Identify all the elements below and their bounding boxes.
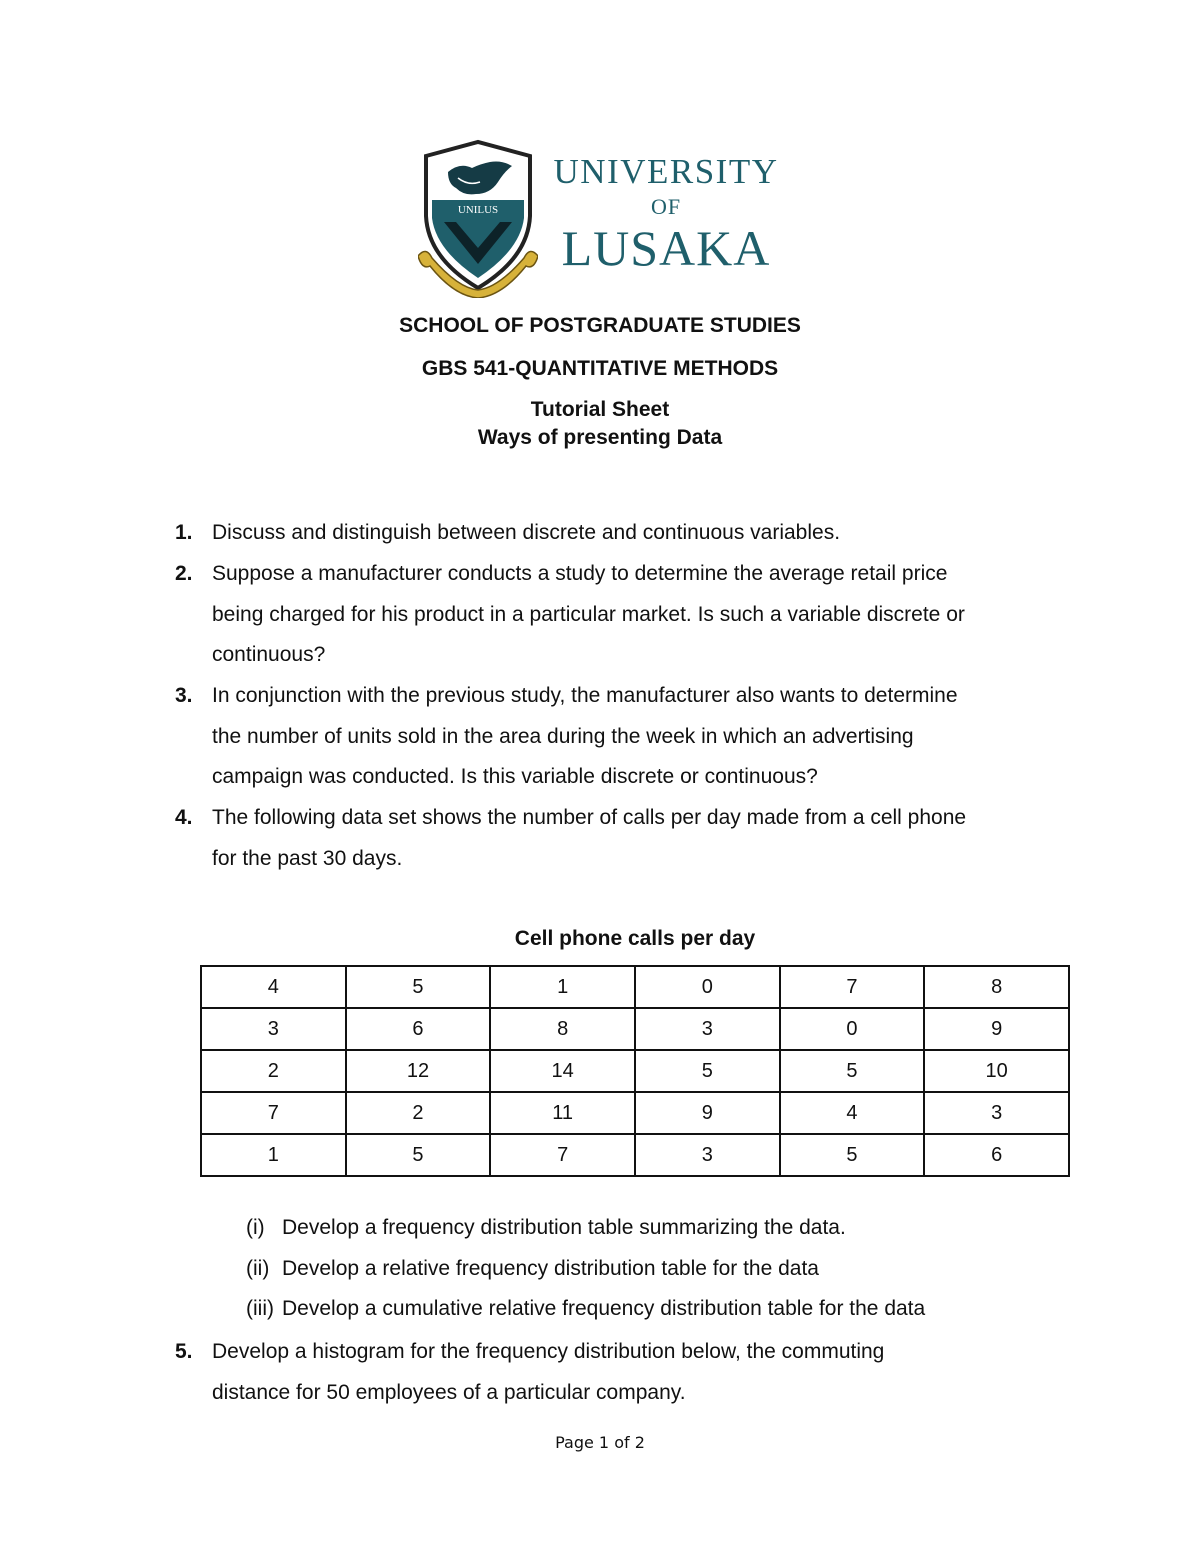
question-line: continuous?	[212, 643, 326, 666]
table-row	[201, 1050, 1069, 1092]
table-cell: 2	[346, 1092, 491, 1134]
table-cell: 9	[635, 1092, 780, 1134]
calls-table	[200, 965, 1070, 1177]
page-footer: Page 1 of 2	[555, 1433, 645, 1452]
university-wordmark	[544, 152, 788, 276]
table-cell: 2	[201, 1050, 346, 1092]
table-cell: 6	[346, 1008, 491, 1050]
question-1	[175, 513, 1075, 554]
table-title: Cell phone calls per day	[514, 927, 756, 950]
question-line: Suppose a manufacturer conducts a study to determine the average retail price	[212, 562, 948, 585]
table-cell: 1	[490, 966, 635, 1008]
question-line: the number of units sold in the area during the week in which an advertising	[212, 724, 914, 748]
question-2	[175, 554, 1075, 676]
table-row	[201, 1092, 1069, 1134]
subquestion-text: Develop a frequency distribution table summarizing the data.	[282, 1216, 846, 1239]
question-3	[175, 676, 1075, 798]
course-heading: GBS 541-QUANTITATIVE METHODS	[421, 357, 779, 380]
table-cell: 0	[635, 966, 780, 1008]
table-cell: 5	[346, 966, 491, 1008]
shield-crest-icon	[418, 138, 538, 298]
question-line: In conjunction with the previous study, the manufacturer also wants to determine	[212, 684, 958, 707]
table-row	[201, 1008, 1069, 1050]
question-number: 2.	[175, 562, 193, 585]
table-cell: 5	[780, 1050, 925, 1092]
subquestion-numeral: (i)	[246, 1216, 265, 1239]
question-number: 3.	[175, 684, 193, 707]
table-cell: 3	[635, 1134, 780, 1176]
question-line: campaign was conducted. Is this variable discrete or continuous?	[212, 765, 818, 788]
table-cell: 3	[924, 1092, 1069, 1134]
question-number: 5.	[175, 1340, 193, 1363]
table-cell: 12	[346, 1050, 491, 1092]
table-cell: 5	[346, 1134, 491, 1176]
topic-heading: Ways of presenting Data	[477, 426, 723, 449]
school-heading: SCHOOL OF POSTGRADUATE STUDIES	[399, 314, 801, 337]
table-cell: 8	[490, 1008, 635, 1050]
subquestion-i	[246, 1216, 846, 1240]
question-line: distance for 50 employees of a particular company.	[212, 1380, 686, 1404]
subquestion-numeral: (ii)	[246, 1257, 270, 1280]
table-cell: 14	[490, 1050, 635, 1092]
question-4	[175, 798, 1075, 879]
question-line: for the past 30 days.	[212, 846, 403, 870]
question-number: 4.	[175, 806, 193, 829]
question-line: The following data set shows the number of calls per day made from a cell phone	[212, 806, 967, 829]
table-cell: 0	[780, 1008, 925, 1050]
table-cell: 7	[490, 1134, 635, 1176]
table-cell: 5	[780, 1134, 925, 1176]
subquestion-iii	[246, 1297, 925, 1321]
question-line: being charged for his product in a particular market. Is such a variable discrete or	[212, 602, 965, 626]
table-cell: 10	[924, 1050, 1069, 1092]
wordmark-line-of: OF	[650, 194, 682, 219]
table-cell: 7	[780, 966, 925, 1008]
subquestion-text: Develop a cumulative relative frequency distribution table for the data	[282, 1297, 926, 1320]
subquestion-numeral: (iii)	[246, 1297, 274, 1320]
table-cell: 4	[780, 1092, 925, 1134]
question-line: Discuss and distinguish between discrete and continuous variables.	[212, 521, 841, 544]
table-cell: 1	[201, 1134, 346, 1176]
table-row	[201, 966, 1069, 1008]
table-cell: 9	[924, 1008, 1069, 1050]
wordmark-line-lusaka: LUSAKA	[561, 220, 771, 276]
table-cell: 3	[201, 1008, 346, 1050]
university-logo	[418, 138, 788, 298]
crest-label: UNILUS	[457, 204, 499, 216]
question-line: Develop a histogram for the frequency distribution below, the commuting	[212, 1340, 885, 1363]
table-cell: 5	[635, 1050, 780, 1092]
table-cell: 7	[201, 1092, 346, 1134]
subquestion-ii	[246, 1257, 819, 1281]
wordmark-line-university: UNIVERSITY	[553, 152, 779, 191]
question-5	[175, 1332, 1075, 1413]
table-cell: 4	[201, 966, 346, 1008]
table-cell: 3	[635, 1008, 780, 1050]
table-cell: 11	[490, 1092, 635, 1134]
question-number: 1.	[175, 521, 193, 544]
sheet-heading: Tutorial Sheet	[530, 398, 670, 421]
subquestion-text: Develop a relative frequency distribution table for the data	[282, 1257, 819, 1280]
table-cell: 6	[924, 1134, 1069, 1176]
table-row	[201, 1134, 1069, 1176]
table-cell: 8	[924, 966, 1069, 1008]
